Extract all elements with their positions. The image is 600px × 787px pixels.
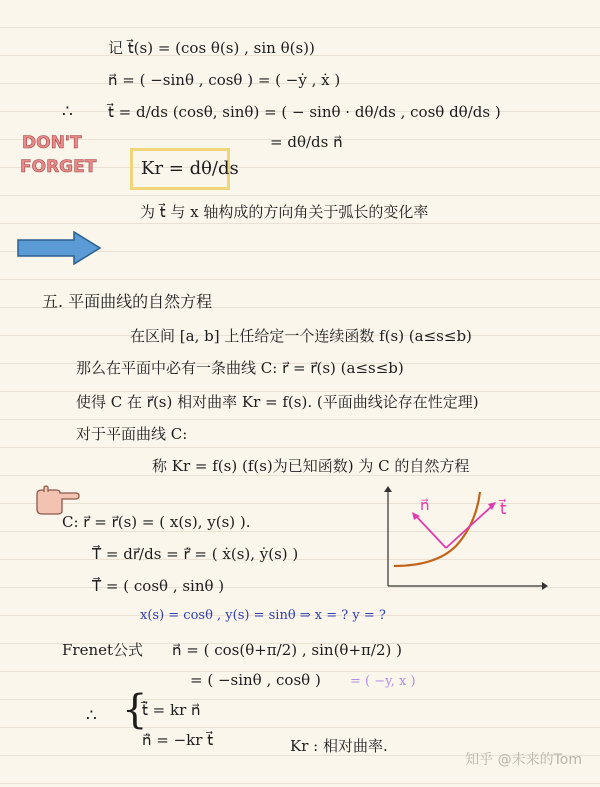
relative-curvature-label: Kr : 相对曲率. xyxy=(290,737,388,755)
section-heading: 五. 平面曲线的自然方程 xyxy=(42,292,213,311)
sticker-line-1: DON'T xyxy=(22,133,82,153)
tangent-angle: T⃗ = ( cosθ , sinθ ) xyxy=(92,577,225,595)
paragraph-line-3: 使得 C 在 r⃗(s) 相对曲率 Kr = f(s). (平面曲线论存在性定理) xyxy=(76,393,479,411)
paragraph-line-4: 对于平面曲线 C: xyxy=(76,425,188,443)
note-line-2: n⃗ = ( −sinθ , cosθ ) = ( −ẏ , ẋ ) xyxy=(108,71,341,89)
tangent-label: t⃗ xyxy=(500,499,507,518)
frenet-line-2: = ( −sinθ , cosθ ) xyxy=(190,671,321,689)
note-line-1: 记 t⃗(s) = (cos θ(s) , sin θ(s)) xyxy=(108,39,315,57)
paragraph-line-2: 那么在平面中必有一条曲线 C: r⃗ = r⃗(s) (a≤s≤b) xyxy=(76,359,404,377)
curvature-highlight-box xyxy=(130,148,239,190)
frenet-system-1: t⃗̇ = kr n⃗ xyxy=(142,701,201,719)
curvature-formula: Kr = dθ/ds xyxy=(141,158,239,179)
frenet-line-1: n⃗ = ( cos(θ+π/2) , sin(θ+π/2) ) xyxy=(172,641,402,659)
sticker-line-2: FORGET xyxy=(20,157,97,177)
watermark: 知乎 @未来的Tom xyxy=(465,752,582,768)
note-line-3: t⃗ = d/ds (cosθ, sinθ) = ( − sinθ · dθ/ds , cosθ dθ/ds ) xyxy=(108,103,501,121)
paragraph-line-1: 在区间 [a, b] 上任给定一个连续函数 f(s) (a≤s≤b) xyxy=(130,327,472,345)
curve-definition: C: r⃗ = r⃗(s) = ( x(s), y(s) ). xyxy=(62,513,251,531)
normal-vector xyxy=(416,516,446,548)
right-arrow-icon xyxy=(14,228,104,268)
normal-label: n⃗ xyxy=(420,496,430,514)
note-line-4: = dθ/ds n⃗ xyxy=(270,133,343,151)
note-line-5: 为 t⃗ 与 x 轴构成的方向角关于弧长的变化率 xyxy=(140,203,429,221)
frenet-system-2: n⃗̇ = −kr t⃗ xyxy=(142,731,214,749)
therefore-symbol: ∴ xyxy=(62,102,73,122)
tangent-vector xyxy=(446,506,492,548)
curve-sketch xyxy=(376,486,548,598)
frenet-line-2-note: = ( −y, x ) xyxy=(350,674,416,689)
dont-forget-sticker xyxy=(18,124,100,180)
paragraph-line-5: 称 Kr = f(s) (f(s)为已知函数) 为 C 的自然方程 xyxy=(152,457,470,475)
tangent-derivative: T⃗ = dr⃗/ds = r⃗̇ = ( ẋ(s), ẏ(s) ) xyxy=(92,545,299,563)
blue-note: x(s) = cosθ , y(s) = sinθ ⇒ x = ? y = ? xyxy=(140,608,386,623)
system-brace: { xyxy=(122,687,148,733)
therefore-symbol-2: ∴ xyxy=(86,706,97,726)
frenet-title: Frenet公式 xyxy=(62,641,144,659)
